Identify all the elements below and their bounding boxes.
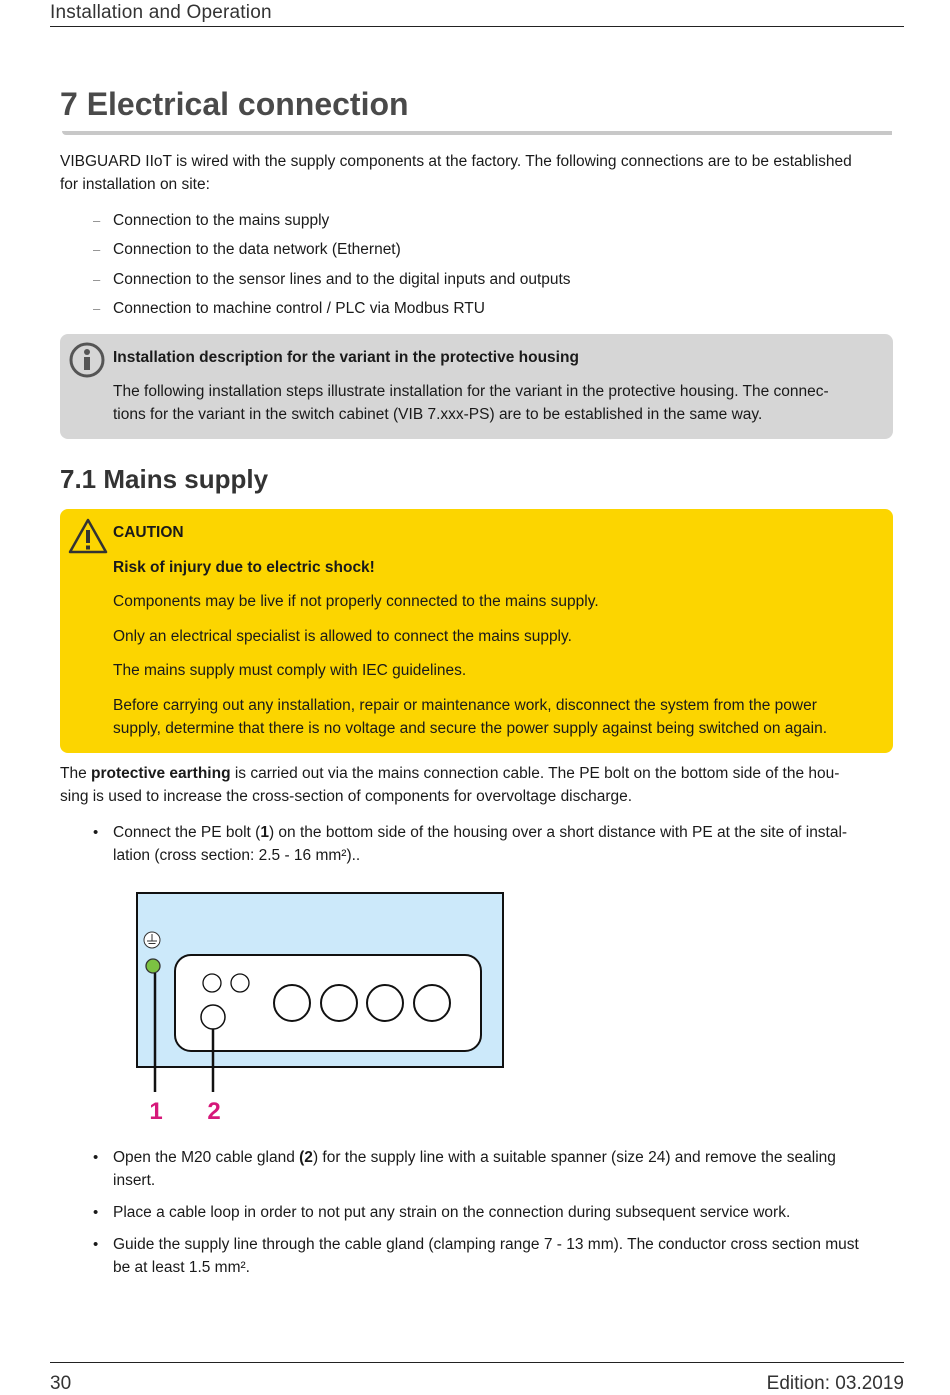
bullet-icon: • (93, 824, 99, 841)
housing-bottom-diagram (134, 890, 506, 1130)
small-gland-1 (203, 974, 221, 992)
info-icon (69, 342, 105, 378)
caution-headline: Risk of injury due to electric shock! (113, 559, 375, 576)
page-footer (50, 1362, 904, 1393)
large-gland-1 (274, 985, 310, 1021)
earthing-paragraph (60, 762, 893, 808)
section-heading: 7 Electrical connection (60, 86, 409, 122)
caution-line-4b: supply, determine that there is no voltage and secure the power supply against being switched on again. (113, 720, 828, 737)
list-item: – Connection to the mains supply (60, 209, 893, 238)
page-header (50, 2, 904, 27)
large-gland-2 (321, 985, 357, 1021)
intro-line-2: for installation on site: (60, 176, 210, 193)
info-title: Installation description for the variant in the protective housing (113, 349, 579, 366)
list-item: – Connection to machine control / PLC via Modbus RTU (60, 297, 893, 326)
caution-line-1: Components may be live if not properly connected to the mains supply. (113, 593, 599, 610)
small-gland-2 (231, 974, 249, 992)
list-item: – Connection to the sensor lines and to the digital inputs and outputs (60, 268, 893, 297)
subsection-heading: 7.1 Mains supply (60, 464, 269, 494)
connections-list (60, 209, 893, 326)
info-text (113, 380, 883, 426)
dash-icon: – (93, 213, 101, 228)
caution-line-4a: Before carrying out any installation, repair or maintenance work, disconnect the system from the power (113, 697, 817, 714)
pe-bolt (146, 959, 160, 973)
list-item: – Connection to the data network (Ethernet) (60, 238, 893, 267)
intro-paragraph (60, 150, 893, 196)
heading-rule (62, 131, 892, 135)
bullet-icon: • (93, 1149, 99, 1166)
caution-line-2: Only an electrical specialist is allowed to connect the mains supply. (113, 628, 572, 645)
info-box (60, 334, 893, 439)
large-gland-4 (414, 985, 450, 1021)
warning-triangle-icon (67, 517, 109, 555)
large-gland-3 (367, 985, 403, 1021)
earth-symbol-icon (144, 932, 160, 948)
header-title: Installation and Operation (50, 2, 272, 23)
dash-icon: – (93, 242, 101, 258)
callout-label-2: 2 (207, 1098, 221, 1125)
edition-date: Edition: 03.2019 (766, 1373, 904, 1394)
caution-line-3: The mains supply must comply with IEC guidelines. (113, 662, 467, 679)
bullet-icon: • (93, 1236, 99, 1253)
callout-label-1: 1 (149, 1098, 163, 1125)
caution-label: CAUTION (113, 524, 184, 541)
dash-icon: – (93, 271, 101, 287)
info-line-1: The following installation steps illustrate installation for the variant in the protective housing. The connec- (113, 383, 829, 400)
caution-box (60, 509, 893, 753)
earthing-line-2: sing is used to increase the cross-section of components for overvoltage discharge. (60, 788, 633, 805)
dash-icon: – (93, 300, 101, 316)
intro-line-1: VIBGUARD IIoT is wired with the supply components at the factory. The following connections are to be established (60, 153, 852, 170)
info-line-2: tions for the variant in the switch cabinet (VIB 7.xxx-PS) are to be established in the same way. (113, 406, 763, 423)
earthing-line-1: The protective earthing is carried out via the mains connection cable. The PE bolt on the bottom side of the hou- (60, 765, 840, 782)
m20-cable-gland (201, 1005, 225, 1029)
page-number: 30 (50, 1373, 72, 1394)
bullet-icon: • (93, 1204, 99, 1221)
earthing-bold: protective earthing (91, 765, 231, 782)
